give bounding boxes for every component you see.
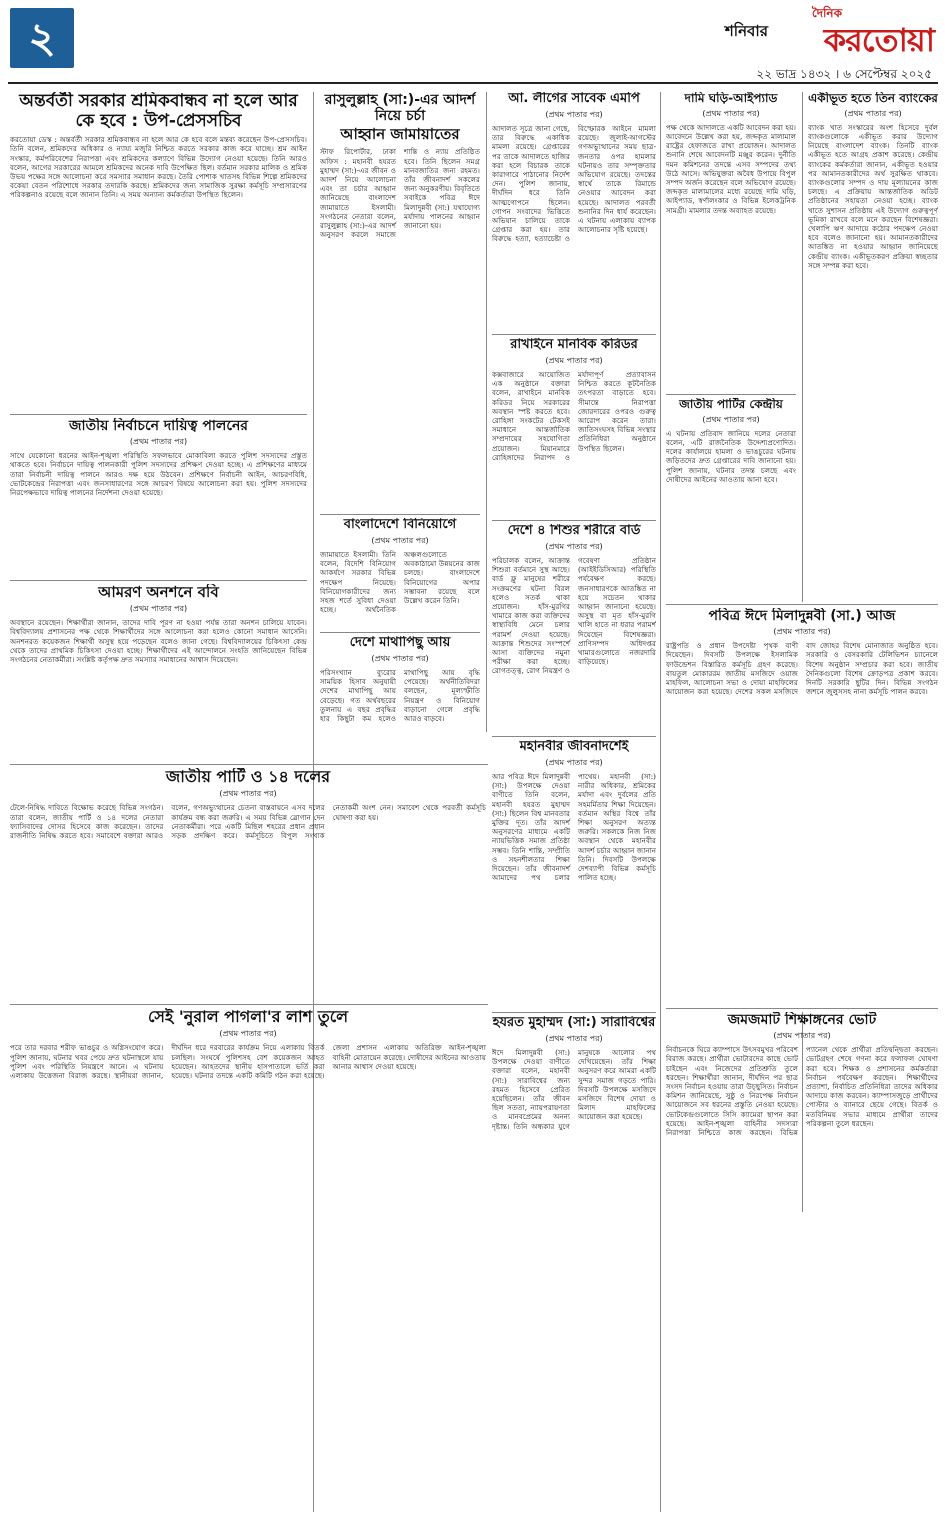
article-hazrat-muhammad	[492, 1016, 656, 1510]
weekday: শনিবার	[724, 22, 768, 40]
continuation-label: (প্রথম পাতার পর)	[371, 653, 429, 663]
section-rule	[492, 1012, 656, 1013]
continuation-label: (প্রথম পাতার পর)	[545, 355, 603, 365]
section-rule	[492, 334, 656, 335]
article-headline: জমজমাট শিক্ষাঙ্গনের ভোট	[727, 1012, 877, 1028]
article-nirbachon	[10, 418, 307, 578]
dateline: ২২ ভাদ্র ১৪৩২ । ৬ সেপ্টেম্বর ২০২৫	[756, 67, 932, 81]
continuation-label: (প্রথম পাতার পর)	[702, 108, 760, 118]
column-divider	[802, 92, 803, 602]
article-body: টেলে-নিষিদ্ধ দাবিতে বিক্ষোভ করেছে বিভিন্ন সংগঠন। তারা বলেন, জাতীয় পার্টি ও ১৪ দলের নেতারা ফ্যাসিবাদের দোসর হিসেবে কাজ করেছেন। তাদের রাজনীতি নিষিদ্ধ করতে হবে। সমাবেশে বক্তারা আরও বলেন, গণঅভ্যুত্থানের চেতনা বাস্তবায়নে এসব দলের কার্যক্রম বন্ধ করা জরুরি। এ সময় বিভিন্ন স্লোগান দেন নেতাকর্মীরা। পরে একটি মিছিল শহরের প্রধান প্রধান সড়ক প্রদক্ষিণ করে। কর্মসূচিতে বিপুল সংখ্যক নেতাকর্মী অংশ নেন। সমাবেশ থেকে পরবর্তী কর্মসূচি ঘোষণা করা হয়।	[10, 803, 486, 840]
article-bird-flu	[492, 524, 656, 734]
continuation-label: (প্রথম পাতার পর)	[371, 535, 429, 545]
article-milad-un-nabi	[666, 608, 938, 1008]
article-body: পরিচালক বলেন, আক্রান্ত শিশুরা বর্তমানে সুস্থ আছে। বার্ড ফ্লু মানুষের শরীরে সংক্রমণের ঘটনা বিরল হলেও সতর্ক থাকা প্রয়োজন। হাঁস-মুরগির খামারে কাজ করা ব্যক্তিদের স্বাস্থ্যবিধি মেনে চলার পরামর্শ দেওয়া হয়েছে। আক্রান্ত শিশুদের সংস্পর্শে আসা ব্যক্তিদের নমুনা পরীক্ষা করা হচ্ছে। রোগতত্ত্ব, রোগ নিয়ন্ত্রণ ও গবেষণা প্রতিষ্ঠান (আইইডিসিআর) পরিস্থিতি পর্যবেক্ষণ করছে। জনসাধারণকে আতঙ্কিত না হয়ে সচেতন থাকার আহ্বান জানানো হয়েছে। অসুস্থ বা মৃত হাঁস-মুরগি খালি হাতে না ধরার পরামর্শ দিয়েছেন বিশেষজ্ঞরা। প্রাণিসম্পদ অধিদপ্তর খামারগুলোতে নজরদারি বাড়িয়েছে।	[492, 555, 656, 676]
section-rule	[320, 632, 480, 633]
article-body: পক্ষ থেকে আদালতে একটি আবেদন করা হয়। আবেদনে উল্লেখ করা হয়, জব্দকৃত মালামাল রাষ্ট্রের হেফাজতে রাখা প্রয়োজন। আদালত শুনানি শেষে আবেদনটি মঞ্জুর করেন। দুর্নীতি দমন কমিশনের তদন্তে এসব সম্পদের তথ্য উঠে আসে। অভিযুক্তরা অবৈধ উপায়ে বিপুল সম্পদ অর্জন করেছেন বলে অভিযোগ রয়েছে। জব্দকৃত মালামালের মধ্যে রয়েছে দামি ঘড়ি, আইপ্যাড, স্বর্ণালংকার ও বিভিন্ন ইলেকট্রনিক সামগ্রী। মামলার তদন্ত অব্যাহত রয়েছে।	[666, 122, 796, 215]
section-rule	[666, 394, 796, 395]
article-body: আদালত সূত্রে জানা গেছে, তার বিরুদ্ধে একাধিক মামলা রয়েছে। গ্রেপ্তারের পর তাকে আদালতে হাজির করা হলে বিচারক তাকে কারাগারে পাঠানোর নির্দেশ দেন। পুলিশ জানায়, দীর্ঘদিন ধরে তিনি আত্মগোপনে ছিলেন। গোপন সংবাদের ভিত্তিতে অভিযান চালিয়ে তাকে গ্রেপ্তার করা হয়। তার বিরুদ্ধে হত্যা, হত্যাচেষ্টা ও বিস্ফোরক আইনে মামলা রয়েছে। জুলাই-আগস্টের গণঅভ্যুত্থানের সময় ছাত্র-জনতার ওপর হামলার ঘটনায়ও তার সম্পৃক্ততার অভিযোগ রয়েছে। তদন্তের স্বার্থে তাকে রিমান্ডে নেওয়ার আবেদন করা হয়েছে। আদালত পরবর্তী শুনানির দিন ধার্য করেছেন। এ ঘটনায় এলাকায় ব্যাপক আলোচনার সৃষ্টি হয়েছে।	[492, 123, 656, 244]
article-body: ব্যাংক খাত সংস্কারের অংশ হিসেবে দুর্বল ব্যাংকগুলোকে একীভূত করার উদ্যোগ নিয়েছে বাংলাদেশ ব্যাংক। তিনটি ব্যাংক একীভূত হতে আগ্রহ প্রকাশ করেছে। কেন্দ্রীয় ব্যাংকের কর্মকর্তারা জানান, একীভূত হওয়ার পর আমানতকারীদের অর্থ সুরক্ষিত থাকবে। ব্যাংকগুলোর সম্পদ ও দায় মূল্যায়নের কাজ চলছে। এ প্রক্রিয়ায় আন্তর্জাতিক অডিট প্রতিষ্ঠানের সহায়তা নেওয়া হচ্ছে। ব্যাংক খাতে সুশাসন প্রতিষ্ঠায় এই উদ্যোগ গুরুত্বপূর্ণ ভূমিকা রাখবে বলে মনে করছেন বিশেষজ্ঞরা। খেলাপি ঋণ আদায়ে কঠোর পদক্ষেপ নেওয়া হবে বলেও জানানো হয়। আমানতকারীদের আতঙ্কিত না হওয়ার আহ্বান জানিয়েছে কেন্দ্রীয় ব্যাংক। একীভূতকরণ প্রক্রিয়া স্বচ্ছতার সঙ্গে সম্পন্ন করা হবে।	[808, 122, 938, 270]
article-body: আর পবিত্র ঈদে মিলাদুন্নবী (সা:) উপলক্ষে দেওয়া বাণীতে তিনি বলেন, মহানবী হযরত মুহাম্মদ (সা:) ছিলেন বিশ্ব মানবতার মুক্তির দূত। তাঁর আদর্শ অনুসরণের মাধ্যমে একটি ন্যায়ভিত্তিক সমাজ প্রতিষ্ঠা সম্ভব। তিনি শান্তি, সম্প্রীতি ও সহনশীলতার শিক্ষা দিয়েছেন। তাঁর জীবনাদর্শ আমাদের পথ চলার পাথেয়। মহানবী (সা:) নারীর অধিকার, শ্রমিকের মর্যাদা এবং দুর্বলের প্রতি সহমর্মিতার শিক্ষা দিয়েছেন। বর্তমান অস্থির বিশ্বে তাঁর শিক্ষা অনুসরণ অত্যন্ত জরুরি। সকলকে নিজ নিজ অবস্থান থেকে মহানবীর আদর্শ চর্চার আহ্বান জানান তিনি। দিবসটি উপলক্ষে দেশব্যাপী বিভিন্ন কর্মসূচি পালিত হচ্ছে।	[492, 771, 656, 883]
article-headline: জাতীয় নির্বাচনে দায়িত্ব পালনের	[68, 418, 249, 434]
article-headline: আ. লীগের সাবেক এমপি	[508, 92, 640, 106]
article-campus-vote	[666, 1012, 938, 1512]
article-rakhine-corridor	[492, 338, 656, 518]
continuation-label: (প্রথম পাতার পর)	[219, 1029, 277, 1039]
article-body: রাষ্ট্রপতি ও প্রধান উপদেষ্টা পৃথক বাণী দিয়েছেন। দিবসটি উপলক্ষে ইসলামিক ফাউন্ডেশন বিস্তারিত কর্মসূচি গ্রহণ করেছে। বায়তুল মোকাররম জাতীয় মসজিদে ওয়াজ মাহফিল, আলোচনা সভা ও দোয়া মাহফিলের আয়োজন করা হয়েছে। দেশের সকল মসজিদে বাদ জোহর বিশেষ মোনাজাত অনুষ্ঠিত হবে। সরকারি ও বেসরকারি টেলিভিশন চ্যানেলে বিশেষ অনুষ্ঠান সম্প্রচার করা হবে। জাতীয় দৈনিকগুলো বিশেষ ক্রোড়পত্র প্রকাশ করবে। দিনটি সরকারি ছুটির দিন। বিভিন্ন সংগঠন জশনে জুলুসসহ নানা কর্মসূচি পালন করবে।	[666, 641, 938, 697]
article-body: পরে তার দরবার শরীফ ভাঙচুর ও অগ্নিসংযোগ করে। পুলিশ জানায়, ঘটনার খবর পেয়ে দ্রুত ঘটনাস্থলে যায় পুলিশ এবং পরিস্থিতি নিয়ন্ত্রণে আনে। এ ঘটনায় এলাকায় উত্তেজনা বিরাজ করছে। স্থানীয়রা জানান, দীর্ঘদিন ধরে দরবারের কার্যক্রম নিয়ে এলাকায় বিতর্ক চলছিল। সংঘর্ষে পুলিশসহ বেশ কয়েকজন আহত হয়েছেন। আহতদের স্থানীয় হাসপাতালে ভর্তি করা হয়েছে। ঘটনার তদন্তে একটি কমিটি গঠন করা হয়েছে। জেলা প্রশাসন এলাকায় অতিরিক্ত আইন-শৃঙ্খলা বাহিনী মোতায়েন করেছে। দোষীদের আইনের আওতায় আনার আশ্বাস দেওয়া হয়েছে।	[10, 1043, 486, 1080]
article-awami-league-mp	[492, 92, 656, 332]
article-body: স্টাফ রিপোর্টার, ঢাকা অফিস : মহানবী হযরত মুহাম্মদ (সা:)-এর জীবন ও আদর্শ নিয়ে আলোচনা এবং তা চর্চার আহ্বান জানিয়েছে বাংলাদেশ জামায়াতে ইসলামী। সংগঠনের নেতারা বলেন, রাসুলুল্লাহ (সা:)-এর আদর্শ অনুসরণ করলে সমাজে শান্তি ও ন্যায় প্রতিষ্ঠিত হবে। তিনি ছিলেন সমগ্র মানবজাতির জন্য রহমত। তাঁর জীবনাদর্শ সকলের জন্য অনুকরণীয়। বিবৃতিতে সবাইকে পবিত্র ঈদে মিলাদুন্নবী (সা:) যথাযোগ্য মর্যাদায় পালনের আহ্বান জানানো হয়।	[320, 147, 480, 240]
article-headline: দামি ঘড়ি-আইপ্যাড	[684, 92, 778, 105]
section-rule	[10, 580, 307, 581]
article-headline: বাংলাদেশে বিনিয়োগে	[343, 518, 457, 532]
article-body: ঈদে মিলাদুন্নবী (সা:) উপলক্ষে দেওয়া বাণীতে বক্তারা বলেন, মহানবী (সা:) সারাবিশ্বের জন্য রহমত হিসেবে প্রেরিত হয়েছিলেন। তাঁর জীবন ছিল সততা, ন্যায়পরায়ণতা ও মানবপ্রেমের অনন্য দৃষ্টান্ত। তিনি অন্ধকার যুগে মানুষকে আলোর পথ দেখিয়েছেন। তাঁর শিক্ষা অনুসরণ করে আমরা একটি সুন্দর সমাজ গড়তে পারি। দিবসটি উপলক্ষে মসজিদে মসজিদে বিশেষ দোয়া ও মিলাদ মাহফিলের আয়োজন করা হয়েছে।	[492, 1047, 656, 1131]
section-rule	[492, 736, 656, 737]
article-headline: দেশে ৪ শিশুর শরীরে বার্ড	[507, 524, 641, 538]
column-divider	[660, 92, 661, 1512]
article-body: করতোয়া ডেস্ক : অন্তর্বর্তী সরকার শ্রমিকবান্ধব না হলে আর কে হবে বলে মন্তব্য করেছেন উপ-প্রেসসচিব। তিনি বলেন, শ্রমিকদের অধিকার ও ন্যায্য মজুরি নিশ্চিত করতে সরকার কাজ করে যাচ্ছে। শ্রম আইন সংস্কার, কর্মপরিবেশের নিরাপত্তা এবং শ্রমিকদের কল্যাণে বিভিন্ন উদ্যোগ নেওয়া হয়েছে। তিনি আরও বলেন, আগের সরকারের আমলে শ্রমিকদের অনেক দাবি উপেক্ষিত ছিল। বর্তমান সরকার মালিক ও শ্রমিক উভয় পক্ষের সঙ্গে আলোচনা করে সমস্যার সমাধান করছে। তৈরি পোশাক খাতসহ বিভিন্ন শিল্পে শ্রমিকদের বকেয়া বেতন পরিশোধে সরকার তদারকি করছে। শ্রমিকদের জন্য সামাজিক সুরক্ষা কর্মসূচি সম্প্রসারণের পরিকল্পনাও রয়েছে বলে জানান তিনি। এ সময় অন্যান্য কর্মকর্তারা উপস্থিত ছিলেন।	[10, 135, 307, 200]
article-headline: অন্তর্বর্তী সরকার শ্রমিকবান্ধব না হলে আর কে হবে : উপ-প্রেসসচিব	[19, 92, 298, 131]
continuation-label: (প্রথম পাতার পর)	[129, 604, 188, 614]
article-body: কক্সবাজারে আয়োজিত এক অনুষ্ঠানে বক্তারা বলেন, রাখাইনে মানবিক করিডর নিয়ে সরকারের অবস্থান স্পষ্ট করতে হবে। রোহিঙ্গা সংকটের টেকসই সমাধানে আন্তর্জাতিক সম্প্রদায়ের সহযোগিতা প্রয়োজন। মিয়ানমারে রোহিঙ্গাদের নিরাপদ ও মর্যাদাপূর্ণ প্রত্যাবাসন নিশ্চিত করতে কূটনৈতিক তৎপরতা বাড়াতে হবে। সীমান্তে নিরাপত্তা জোরদারের ওপরও গুরুত্ব আরোপ করেন তারা। জাতিসংঘসহ বিভিন্ন সংস্থার প্রতিনিধিরা অনুষ্ঠানে উপস্থিত ছিলেন।	[492, 369, 656, 462]
continuation-label: (প্রথম পাতার পর)	[702, 414, 760, 424]
article-anshan	[10, 584, 307, 762]
column-divider	[486, 92, 487, 732]
section-rule	[666, 1008, 938, 1009]
continuation-label: (প্রথম পাতার পর)	[219, 789, 277, 799]
article-headline: হযরত মুহাম্মদ (সা:) সারাবিশ্বের	[492, 1016, 656, 1030]
logo-small-text: দৈনিক	[811, 6, 842, 20]
article-headline: রাসুলুল্লাহ (সা:)-এর আদর্শ নিয়ে চর্চা	[324, 92, 476, 125]
continuation-label: (প্রথম পাতার পর)	[545, 757, 603, 767]
article-rasulullah	[320, 92, 480, 512]
article-mathapichu-ay	[320, 636, 480, 760]
section-rule	[492, 520, 656, 521]
section-rule	[10, 764, 488, 765]
article-body: সাথে যেকোনো ধরনের আইন-শৃঙ্খলা পরিস্থিতি সফলভাবে মোকাবিলা করতে পুলিশ সদস্যদের প্রস্তুত থাকতে হবে। নির্বাচনে দায়িত্ব পালনকারী পুলিশ সদস্যদের প্রশিক্ষণ দেওয়া হচ্ছে। এ প্রশিক্ষণের মাধ্যমে তারা নির্বাচনী দায়িত্ব পালনে আরও দক্ষ হয়ে উঠবেন। প্রশিক্ষণে নির্বাচনী আইন, আচরণবিধি, ভোটকেন্দ্রের নিরাপত্তা এবং জনসাধারণের সঙ্গে আচরণ বিষয়ে আলোচনা করা হয়। পুলিশ সদস্যদের নিরপেক্ষভাবে দায়িত্ব পালনের নির্দেশনা দেওয়া হয়েছে।	[10, 451, 307, 497]
article-headline: আমরণ অনশনে ববি	[98, 584, 219, 601]
continuation-label: (প্রথম পাতার পর)	[773, 1031, 831, 1041]
article-subheadline: আহ্বান জামায়াতের	[340, 125, 460, 144]
continuation-label: (প্রথম পাতার পর)	[773, 627, 831, 637]
continuation-label: (প্রথম পাতার পর)	[545, 1033, 603, 1043]
section-rule	[666, 604, 938, 605]
article-body: অবস্থানে রয়েছেন। শিক্ষার্থীরা জানান, তাদের দাবি পূরণ না হওয়া পর্যন্ত তারা অনশন চালিয়ে যাবেন। বিশ্ববিদ্যালয় প্রশাসনের পক্ষ থেকে শিক্ষার্থীদের সঙ্গে আলোচনা করা হলেও কোনো সমাধান আসেনি। অনশনরত কয়েকজন শিক্ষার্থী অসুস্থ হয়ে পড়েছেন বলেও জানা গেছে। বিশ্ববিদ্যালয়ের চিকিৎসা কেন্দ্র থেকে তাদের প্রাথমিক চিকিৎসা দেওয়া হচ্ছে। শিক্ষার্থীদের এই আন্দোলনে সংহতি জানিয়েছেন বিভিন্ন সংগঠনের নেতাকর্মীরা। সংশ্লিষ্ট কর্তৃপক্ষ দ্রুত সমস্যার সমাধানের আশ্বাস দিয়েছেন।	[10, 618, 307, 665]
continuation-label: (প্রথম পাতার পর)	[545, 109, 603, 119]
article-body: পরিসংখ্যান ব্যুরোর সাময়িক হিসাব অনুযায়ী দেশের মাথাপিছু আয় বেড়েছে। গত অর্থবছরের তুলনায় এ বছর প্রবৃদ্ধির হার কিছুটা কম হলেও মাথাপিছু আয় বৃদ্ধি পেয়েছে। অর্থনীতিবিদরা বলছেন, মূল্যস্ফীতি নিয়ন্ত্রণ ও বিনিয়োগ বাড়ানো গেলে প্রবৃদ্ধি আরও বাড়বে।	[320, 667, 480, 723]
continuation-label: (প্রথম পাতার পর)	[129, 437, 188, 447]
section-rule	[320, 514, 480, 515]
section-rule	[10, 414, 307, 415]
article-headline: জাতীয় পার্টি ও ১৪ দলের	[165, 768, 331, 786]
article-headline: দেশে মাথাপিছু আয়	[349, 636, 451, 650]
page-number: ২	[10, 8, 74, 68]
article-headline: রাখাইনে মানবিক করিডর	[510, 338, 638, 352]
article-mohanobir-jibonadorsho	[492, 740, 656, 1010]
article-bank-merger	[808, 92, 938, 602]
section-rule	[10, 1004, 488, 1005]
article-headline: একীভূত হতে তিন ব্যাংকের	[808, 92, 938, 105]
masthead-rule	[8, 82, 938, 84]
article-body: নির্বাচনকে ঘিরে ক্যাম্পাসে উৎসবমুখর পরিবেশ বিরাজ করছে। প্রার্থীরা ভোটারদের কাছে ভোট চাইছেন এবং নিজেদের প্রতিশ্রুতি তুলে ধরছেন। শিক্ষার্থীরা জানান, দীর্ঘদিন পর ছাত্র সংসদ নির্বাচন হওয়ায় তারা উচ্ছ্বসিত। নির্বাচন কমিশন জানিয়েছে, সুষ্ঠু ও নিরপেক্ষ নির্বাচন আয়োজনে সব ধরনের প্রস্তুতি নেওয়া হয়েছে। ভোটকেন্দ্রগুলোতে সিসি ক্যামেরা স্থাপন করা হয়েছে। আইন-শৃঙ্খলা বাহিনীর সদস্যরা নিরাপত্তা নিশ্চিতে কাজ করছেন। বিভিন্ন প্যানেল থেকে প্রার্থীরা প্রতিদ্বন্দ্বিতা করছেন। ভোটগ্রহণ শেষে গণনা করে ফলাফল ঘোষণা করা হবে। শিক্ষক ও প্রশাসনের কর্মকর্তারা নির্বাচন পর্যবেক্ষণ করছেন। শিক্ষার্থীদের প্রত্যাশা, নির্বাচিত প্রতিনিধিরা তাদের অধিকার আদায়ে কাজ করবেন। ক্যাম্পাসজুড়ে প্রার্থীদের পোস্টার ও ব্যানারে ছেয়ে গেছে। বিতর্ক ও মতবিনিময় সভার মাধ্যমে প্রার্থীরা তাদের পরিকল্পনা তুলে ধরছেন।	[666, 1045, 938, 1137]
article-headline: জাতীয় পার্টির কেন্দ্রীয়	[679, 398, 783, 411]
article-body: জামায়াতে ইসলামী। তিনি বলেন, বিদেশি বিনিয়োগ আকর্ষণে সরকার বিভিন্ন পদক্ষেপ নিয়েছে। বিনিয়োগকারীদের জন্য সহজ শর্তে সুবিধা দেওয়া হচ্ছে। অর্থনৈতিক অঞ্চলগুলোতে অবকাঠামো উন্নয়নের কাজ চলছে। বাংলাদেশে বিনিয়োগের অপার সম্ভাবনা রয়েছে বলে উল্লেখ করেন তিনি।	[320, 549, 480, 615]
continuation-label: (প্রথম পাতার পর)	[545, 541, 603, 551]
article-body: এ ঘটনায় প্রতিবাদ জানিয়ে দলের নেতারা বলেন, এটি রাজনৈতিক উদ্দেশ্যপ্রণোদিত। দলের কার্যালয়ে হামলা ও ভাঙচুরের ঘটনায় জড়িতদের দ্রুত গ্রেপ্তারের দাবি জানানো হয়। পুলিশ জানায়, ঘটনার তদন্ত চলছে এবং দোষীদের আইনের আওতায় আনা হবে।	[666, 428, 796, 484]
continuation-label: (প্রথম পাতার পর)	[844, 108, 902, 118]
article-dami-ghori	[666, 92, 796, 392]
article-nural-pagla	[10, 1008, 486, 1508]
newspaper-logo	[774, 6, 934, 64]
logo-title: করতোয়া	[823, 21, 934, 59]
article-jatiya-party-14	[10, 768, 486, 1000]
article-headline: পবিত্র ঈদে মিলাদুন্নবী (সা.) আজ	[708, 608, 896, 624]
article-jatiya-party-kendriya	[666, 398, 796, 598]
masthead	[8, 6, 938, 81]
article-biniyog	[320, 518, 480, 630]
article-headline: মহানবীর জীবনাদর্শেই	[519, 740, 629, 754]
article-headline: সেই 'নুরাল পাগলা'র লাশ তুলে	[147, 1008, 349, 1026]
article-shromik	[10, 92, 307, 412]
